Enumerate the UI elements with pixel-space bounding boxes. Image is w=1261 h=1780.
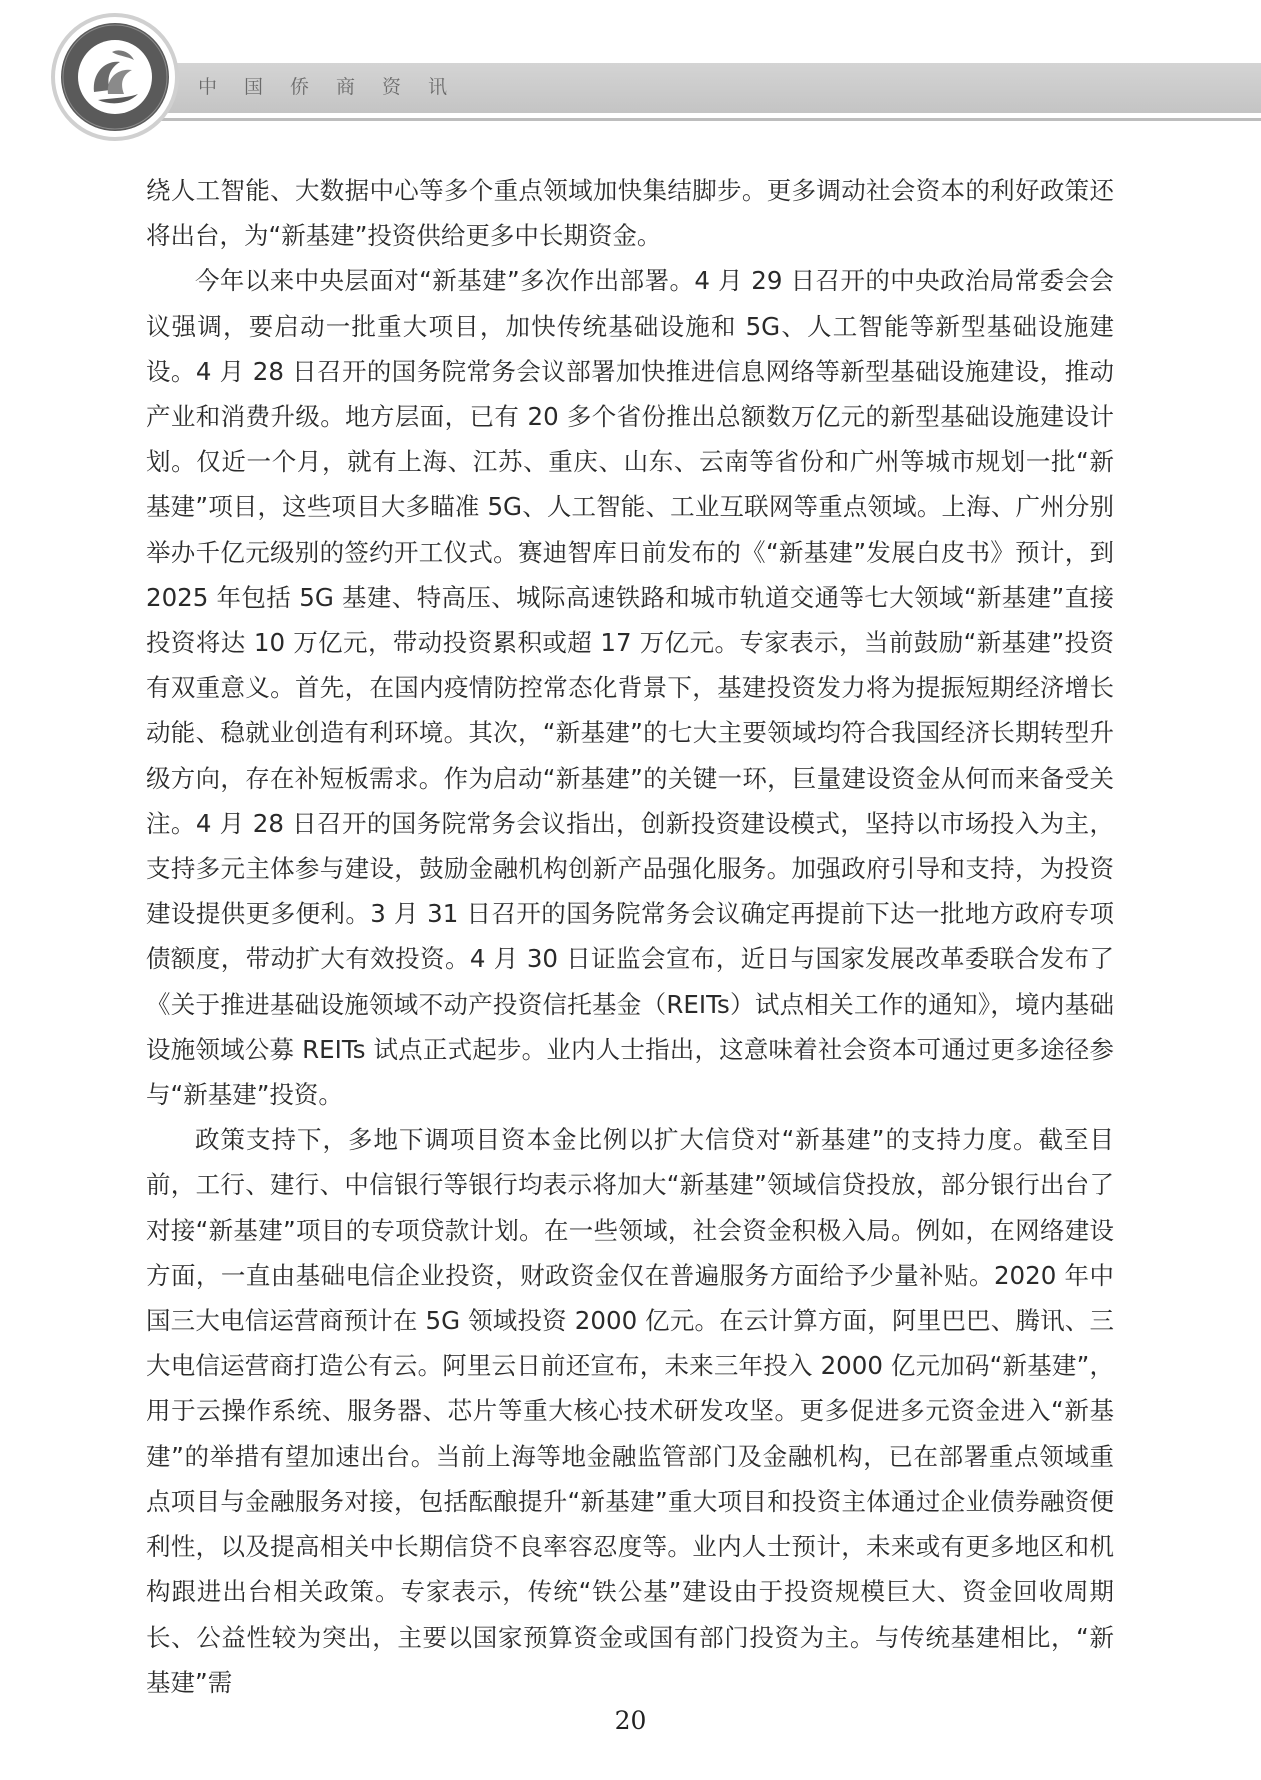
logo — [50, 12, 180, 142]
page-number: 20 — [614, 1706, 647, 1735]
paragraph-1: 绕人工智能、大数据中心等多个重点领域加快集结脚步。更多调动社会资本的利好政策还将出台，为“新基建”投资供给更多中长期资金。 — [146, 176, 1114, 251]
paragraph-3: 政策支持下，多地下调项目资本金比例以扩大信贷对“新基建”的支持力度。截至目前，工行、建行、中信银行等银行均表示将加大“新基建”领域信贷投放，部分银行出台了对接“新基建”项目的专项贷款计划。在一些领域，社会资金积极入局。例如，在网络建设方面，一直由基础电信企业投资，财政资金仅在普遍服务方面给予少量补贴。2020 年中国三大电信运营商预计在 5G 领域投资 2000 亿元。在云计算方面，阿里巴巴、腾讯、三大电信运营商打造公有云。阿里云日前还宣布，未来三年投入 2000 亿元加码“新基建”，用于云操作系统、服务器、芯片等重大核心技术研发攻坚。更多促进多元资金进入“新基建”的举措有望加速出台。当前上海等地金融监管部门及金融机构，已在部署重点领域重点项目与金融服务对接，包括酝酿提升“新基建”重大项目和投资主体通过企业债券融资便利性，以及提高相关中长期信贷不良率容忍度等。业内人士预计，未来或有更多地区和机构跟进出台相关政策。专家表示，传统“铁公基”建设由于投资规模巨大、资金回收周期长、公益性较为突出，主要以国家预算资金或国有部门投资为主。与传统基建相比，“新基建”需 — [146, 1125, 1114, 1697]
article-body — [146, 168, 1114, 1705]
paragraph-2: 今年以来中央层面对“新基建”多次作出部署。4 月 29 日召开的中央政治局常委会会议强调，要启动一批重大项目，加快传统基础设施和 5G、人工智能等新型基础设施建设。4 月 28 日召开的国务院常务会议部署加快推进信息网络等新型基础设施建设，推动产业和消费升级。地方层面，已有 20 多个省份推出总额数万亿元的新型基础设施建设计划。仅近一个月，就有上海、江苏、重庆、山东、云南等省份和广州等城市规划一批“新基建”项目，这些项目大多瞄准 5G、人工智能、工业互联网等重点领域。上海、广州分别举办千亿元级别的签约开工仪式。赛迪智库日前发布的《“新基建”发展白皮书》预计，到 2025 年包括 5G 基建、特高压、城际高速铁路和城市轨道交通等七大领域“新基建”直接投资将达 10 万亿元，带动投资累积或超 17 万亿元。专家表示，当前鼓励“新基建”投资有双重意义。首先，在国内疫情防控常态化背景下，基建投资发力将为提振短期经济增长动能、稳就业创造有利环境。其次，“新基建”的七大主要领域均符合我国经济长期转型升级方向，存在补短板需求。作为启动“新基建”的关键一环，巨量建设资金从何而来备受关注。4 月 28 日召开的国务院常务会议指出，创新投资建设模式，坚持以市场投入为主，支持多元主体参与建设，鼓励金融机构创新产品强化服务。加强政府引导和支持，为投资建设提供更多便利。3 月 31 日召开的国务院常务会议确定再提前下达一批地方政府专项债额度，带动扩大有效投资。4 月 30 日证监会宣布，近日与国家发展改革委联合发布了《关于推进基础设施领域不动产投资信托基金（REITs）试点相关工作的通知》，境内基础设施领域公募 REITs 试点正式起步。业内人士指出，这意味着社会资本可通过更多途径参与“新基建”投资。 — [146, 266, 1114, 1110]
header-title: 中国侨商资讯 — [198, 76, 475, 98]
